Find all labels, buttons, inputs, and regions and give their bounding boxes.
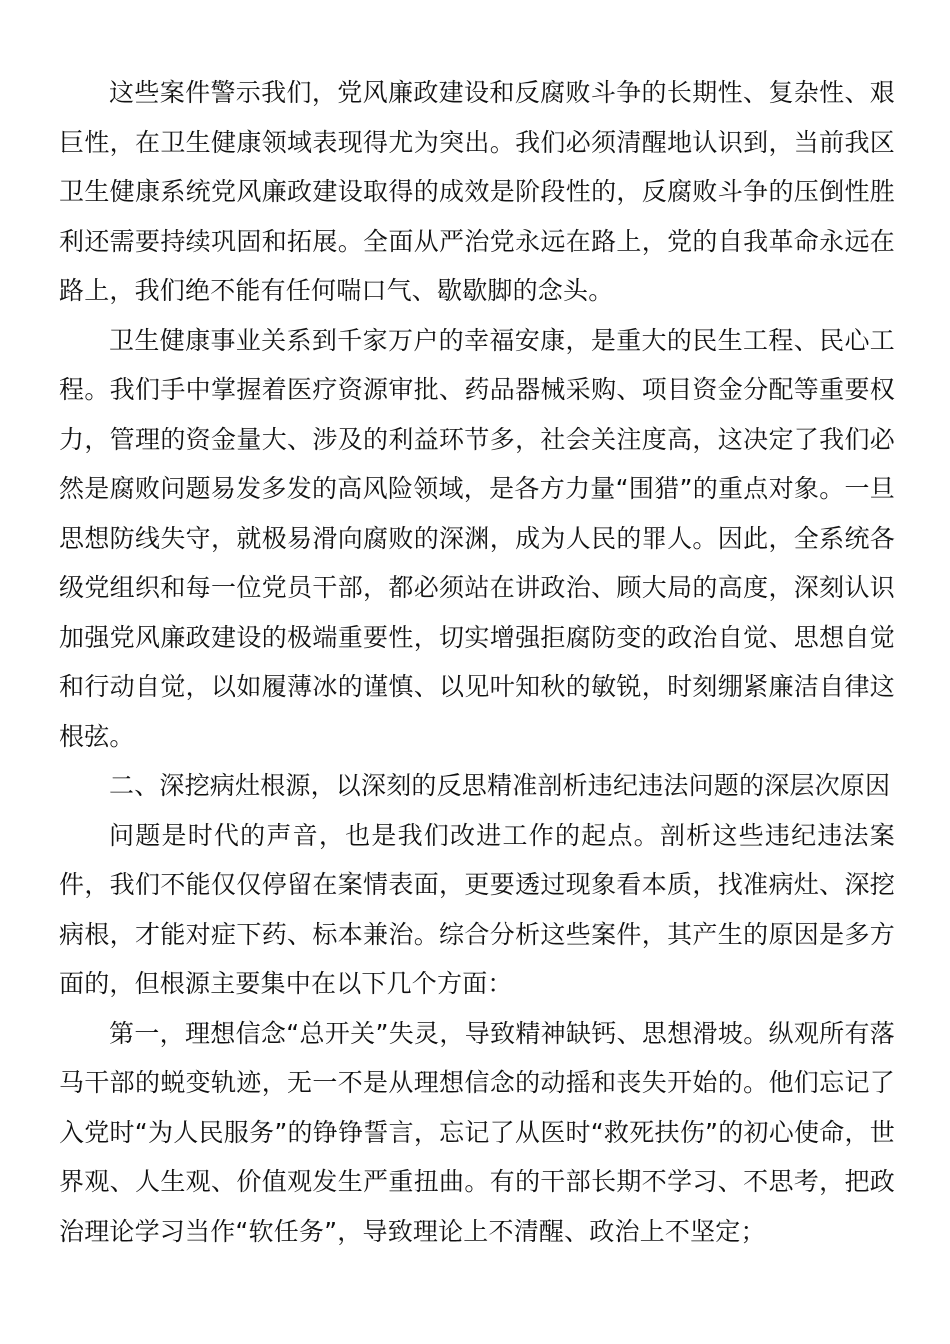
paragraph-warning: 这些案件警示我们，党风廉政建设和反腐败斗争的长期性、复杂性、艰巨性，在卫生健康领域表现得尤为突出。我们必须清醒地认识到，当前我区卫生健康系统党风廉政建设取得的成效是阶段性的，反腐败斗争的压倒性胜利还需要持续巩固和拓展。全面从严治党永远在路上，党的自我革命永远在路上，我们绝不能有任何喘口气、歇歇脚的念头。 [59, 78, 895, 305]
section-heading-two: 二、深挖病灶根源，以深刻的反思精准剖析违纪违法问题的深层次原因 [109, 771, 891, 800]
document-body [59, 68, 895, 1256]
paragraph-first-cause: 第一，理想信念“总开关”失灵，导致精神缺钙、思想滑坡。纵观所有落马干部的蜕变轨迹，无一不是从理想信念的动摇和丧失开始的。他们忘记了入党时“为人民服务”的铮铮誓言，忘记了从医时“救死扶伤”的初心使命，世界观、人生观、价值观发生严重扭曲。有的干部长期不学习、不思考，把政治理论学习当作“软任务”，导致理论上不清醒、政治上不坚定； [59, 1018, 895, 1246]
paragraph-root-causes: 问题是时代的声音，也是我们改进工作的起点。剖析这些违纪违法案件，我们不能仅仅停留在案情表面，更要透过现象看本质，找准病灶、深挖病根，才能对症下药、标本兼治。综合分析这些案件，其产生的原因是多方面的，但根源主要集中在以下几个方面： [59, 820, 895, 998]
paragraph-health-field: 卫生健康事业关系到千家万户的幸福安康，是重大的民生工程、民心工程。我们手中掌握着医疗资源审批、药品器械采购、项目资金分配等重要权力，管理的资金量大、涉及的利益环节多，社会关注度高，这决定了我们必然是腐败问题易发多发的高风险领域，是各方力量“围猎”的重点对象。一旦思想防线失守，就极易滑向腐败的深渊，成为人民的罪人。因此，全系统各级党组织和每一位党员干部，都必须站在讲政治、顾大局的高度，深刻认识加强党风廉政建设的极端重要性，切实增强拒腐防变的政治自觉、思想自觉和行动自觉，以如履薄冰的谨慎、以见叶知秋的敏锐，时刻绷紧廉洁自律这根弦。 [59, 325, 895, 751]
